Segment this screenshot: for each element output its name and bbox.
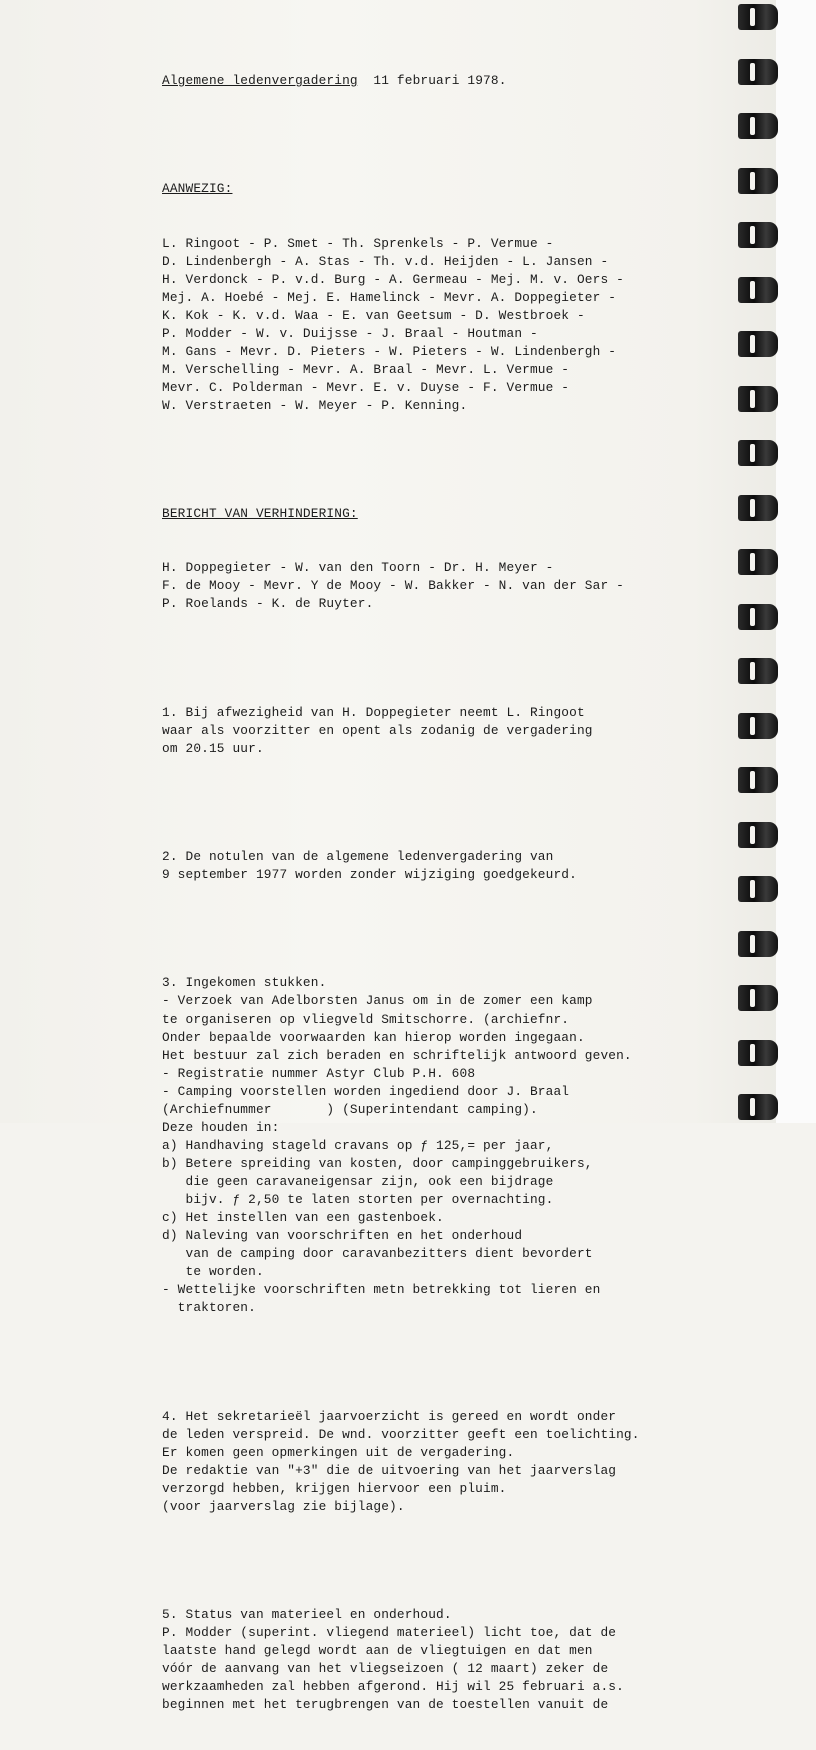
text-line: 9 september 1977 worden zonder wijziging goedgekeurd. xyxy=(162,867,577,883)
text-line: laatste hand gelegd wordt aan de vliegtuigen en dat men xyxy=(162,1643,593,1659)
absent-heading: BERICHT VAN VERHINDERING: xyxy=(162,506,358,522)
text-line: 1. Bij afwezigheid van H. Doppegieter neemt L. Ringoot xyxy=(162,704,585,720)
text-line: van de camping door caravanbezitters dient bevordert xyxy=(162,1246,593,1262)
text-line: F. de Mooy - Mevr. Y de Mooy - W. Bakker - N. van der Sar - xyxy=(162,578,624,594)
text-line: die geen caravaneigensar zijn, ook een bijdrage xyxy=(162,1173,554,1189)
minutes-text xyxy=(162,36,722,1750)
text-line: a) Handhaving stageld cravans op ƒ 125,= per jaar, xyxy=(162,1137,554,1153)
text-line: 4. Het sekretarieël jaarvoerzicht is gereed en wordt onder xyxy=(162,1408,617,1424)
binding-ring xyxy=(738,931,778,957)
binding-ring xyxy=(738,495,778,521)
text-line: c) Het instellen van een gastenboek. xyxy=(162,1210,444,1226)
binding-ring xyxy=(738,113,778,139)
text-line: H. Doppegieter - W. van den Toorn - Dr. H. Meyer - xyxy=(162,560,554,576)
binding-ring xyxy=(738,168,778,194)
present-list xyxy=(162,235,722,415)
agenda-item-1 xyxy=(162,704,722,758)
binding-ring xyxy=(738,440,778,466)
text-line: vóór de aanvang van het vliegseizoen ( 12 maart) zeker de xyxy=(162,1661,609,1677)
text-line: P. Modder (superint. vliegend materieel) licht toe, dat de xyxy=(162,1625,617,1641)
binding-ring xyxy=(738,331,778,357)
binding-ring xyxy=(738,876,778,902)
binding-ring xyxy=(738,604,778,630)
agenda-item-4 xyxy=(162,1408,722,1516)
text-line: W. Verstraeten - W. Meyer - P. Kenning. xyxy=(162,397,468,413)
text-line: M. Verschelling - Mevr. A. Braal - Mevr. L. Vermue - xyxy=(162,361,570,377)
binding-ring xyxy=(738,222,778,248)
text-line: (voor jaarverslag zie bijlage). xyxy=(162,1498,405,1514)
binding-ring xyxy=(738,713,778,739)
text-line: - Registratie nummer Astyr Club P.H. 608 xyxy=(162,1065,476,1081)
text-line: Er komen geen opmerkingen uit de vergadering. xyxy=(162,1444,515,1460)
present-heading: AANWEZIG: xyxy=(162,181,233,197)
text-line: om 20.15 uur. xyxy=(162,740,264,756)
absent-list xyxy=(162,559,722,613)
binding-ring xyxy=(738,658,778,684)
text-line: - Verzoek van Adelborsten Janus om in de zomer een kamp xyxy=(162,993,593,1009)
text-line: traktoren. xyxy=(162,1300,256,1316)
agenda-item-2 xyxy=(162,848,722,884)
text-line: Deze houden in: xyxy=(162,1119,280,1135)
meeting-date: 11 februari 1978. xyxy=(373,73,507,89)
text-line: 2. De notulen van de algemene ledenvergadering van xyxy=(162,849,554,865)
text-line: beginnen met het terugbrengen van de toestellen vanuit de xyxy=(162,1697,609,1713)
binding-ring xyxy=(738,767,778,793)
text-line: M. Gans - Mevr. D. Pieters - W. Pieters - W. Lindenbergh - xyxy=(162,343,617,359)
text-line: d) Naleving van voorschriften en het onderhoud xyxy=(162,1228,523,1244)
text-line: P. Roelands - K. de Ruyter. xyxy=(162,596,374,612)
text-line: L. Ringoot - P. Smet - Th. Sprenkels - P. Vermue - xyxy=(162,235,554,251)
text-line: b) Betere spreiding van kosten, door campinggebruikers, xyxy=(162,1155,593,1171)
binding-ring xyxy=(738,549,778,575)
text-line: bijv. ƒ 2,50 te laten storten per overnachting. xyxy=(162,1192,554,1207)
text-line: D. Lindenbergh - A. Stas - Th. v.d. Heijden - L. Jansen - xyxy=(162,253,609,269)
binding-ring xyxy=(738,4,778,30)
binding-ring xyxy=(738,1040,778,1066)
text-line: Het bestuur zal zich beraden en schriftelijk antwoord geven. xyxy=(162,1047,632,1063)
text-line: verzorgd hebben, krijgen hiervoor een pluim. xyxy=(162,1480,507,1496)
binding-strip xyxy=(776,0,816,1123)
text-line: Mevr. C. Polderman - Mevr. E. v. Duyse - F. Vermue - xyxy=(162,379,570,395)
text-line: K. Kok - K. v.d. Waa - E. van Geetsum - D. Westbroek - xyxy=(162,307,585,323)
text-line: 5. Status van materieel en onderhoud. xyxy=(162,1607,452,1623)
binding-ring xyxy=(738,822,778,848)
text-line: 3. Ingekomen stukken. xyxy=(162,975,327,991)
text-line: H. Verdonck - P. v.d. Burg - A. Germeau - Mej. M. v. Oers - xyxy=(162,271,624,287)
text-line: waar als voorzitter en opent als zodanig de vergadering xyxy=(162,722,593,738)
text-line: de leden verspreid. De wnd. voorzitter geeft een toelichting. xyxy=(162,1426,640,1442)
binding-ring xyxy=(738,1094,778,1120)
text-line: - Camping voorstellen worden ingediend door J. Braal xyxy=(162,1083,570,1099)
text-line: - Wettelijke voorschriften metn betrekking tot lieren en xyxy=(162,1282,601,1298)
agenda-item-3 xyxy=(162,974,722,1317)
text-line: Onder bepaalde voorwaarden kan hierop worden ingegaan. xyxy=(162,1029,585,1045)
binding-ring xyxy=(738,386,778,412)
meeting-title: Algemene ledenvergadering xyxy=(162,73,358,89)
text-line: (Archiefnummer ) (Superintendant camping). xyxy=(162,1101,538,1117)
text-line: te organiseren op vliegveld Smitschorre. (archiefnr. xyxy=(162,1011,570,1027)
header-line xyxy=(162,72,722,90)
text-line: P. Modder - W. v. Duijsse - J. Braal - Houtman - xyxy=(162,325,538,341)
text-line: De redaktie van "+3" die de uitvoering van het jaarverslag xyxy=(162,1462,617,1478)
binding-ring xyxy=(738,277,778,303)
binding-ring xyxy=(738,59,778,85)
text-line: werkzaamheden zal hebben afgerond. Hij wil 25 februari a.s. xyxy=(162,1679,624,1695)
text-line: te worden. xyxy=(162,1264,264,1280)
binding-ring xyxy=(738,985,778,1011)
agenda-item-5 xyxy=(162,1606,722,1714)
text-line: Mej. A. Hoebé - Mej. E. Hamelinck - Mevr. A. Doppegieter - xyxy=(162,289,617,305)
